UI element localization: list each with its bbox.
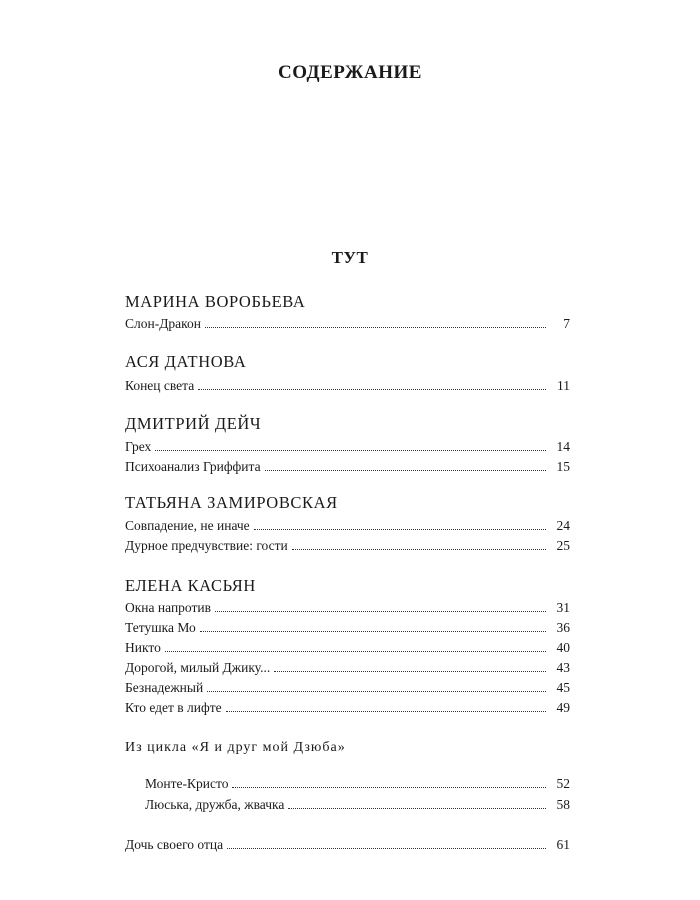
author-name: ДМИТРИЙ ДЕЙЧ xyxy=(125,414,262,433)
author-name: МАРИНА ВОРОБЬЕВА xyxy=(125,292,306,311)
dot-leader xyxy=(265,470,546,471)
dot-leader xyxy=(292,549,546,550)
dot-leader xyxy=(254,529,546,530)
toc-entry[interactable] xyxy=(125,660,570,680)
entry-title: Грех xyxy=(125,439,152,454)
dot-leader xyxy=(226,711,546,712)
dot-leader xyxy=(200,631,546,632)
dot-leader xyxy=(232,787,546,788)
author-name: ЕЛЕНА КАСЬЯН xyxy=(125,576,256,595)
entry-page: 14 xyxy=(556,439,570,454)
contents-title: СОДЕРЖАНИЕ xyxy=(278,62,422,83)
author-name: АСЯ ДАТНОВА xyxy=(125,352,247,371)
toc-entry[interactable] xyxy=(125,316,570,336)
toc-entry[interactable] xyxy=(125,620,570,640)
entry-title: Дурное предчувствие: гости xyxy=(125,538,288,553)
dot-leader xyxy=(215,611,546,612)
entry-title: Кто едет в лифте xyxy=(125,700,222,715)
toc-entry[interactable] xyxy=(125,538,570,558)
dot-leader xyxy=(165,651,546,652)
entry-title: Дочь своего отца xyxy=(125,837,224,852)
entry-page: 52 xyxy=(556,776,570,791)
part-heading: ТУТ xyxy=(331,248,369,267)
entry-title: Окна напротив xyxy=(125,600,211,615)
entry-title: Психоанализ Гриффита xyxy=(125,459,261,474)
toc-entry[interactable] xyxy=(145,776,570,796)
toc-entry[interactable] xyxy=(125,600,570,620)
dot-leader xyxy=(288,808,546,809)
entry-page: 7 xyxy=(563,316,570,331)
entry-title: Конец света xyxy=(125,378,195,393)
entry-page: 40 xyxy=(556,640,570,655)
toc-entry[interactable] xyxy=(125,837,570,857)
entry-title: Люська, дружба, жвачка xyxy=(145,797,285,812)
entry-title: Безнадежный xyxy=(125,680,204,695)
entry-title: Никто xyxy=(125,640,161,655)
dot-leader xyxy=(198,389,546,390)
dot-leader xyxy=(227,848,546,849)
dot-leader xyxy=(205,327,546,328)
entry-title: Совпадение, не иначе xyxy=(125,518,250,533)
entry-title: Слон-Дракон xyxy=(125,316,202,331)
cycle-heading: Из цикла «Я и друг мой Дзюба» xyxy=(125,740,346,755)
toc-entry[interactable] xyxy=(125,378,570,398)
toc-entry[interactable] xyxy=(125,439,570,459)
entry-page: 49 xyxy=(556,700,570,715)
entry-page: 11 xyxy=(557,378,570,393)
entry-page: 25 xyxy=(556,538,570,553)
toc-entry[interactable] xyxy=(125,640,570,660)
dot-leader xyxy=(274,671,546,672)
entry-page: 36 xyxy=(556,620,570,635)
toc-entry[interactable] xyxy=(125,518,570,538)
dot-leader xyxy=(207,691,546,692)
entry-page: 45 xyxy=(556,680,570,695)
author-name: ТАТЬЯНА ЗАМИРОВСКАЯ xyxy=(125,493,338,512)
entry-page: 61 xyxy=(556,837,570,852)
entry-title: Дорогой, милый Джику... xyxy=(125,660,271,675)
dot-leader xyxy=(155,450,546,451)
entry-page: 15 xyxy=(556,459,570,474)
entry-title: Тетушка Мо xyxy=(125,620,196,635)
toc-entry[interactable] xyxy=(125,459,570,479)
entry-page: 58 xyxy=(556,797,570,812)
toc-entry[interactable] xyxy=(125,680,570,700)
entry-page: 43 xyxy=(556,660,570,675)
entry-page: 24 xyxy=(556,518,570,533)
entry-page: 31 xyxy=(556,600,570,615)
toc-entry[interactable] xyxy=(125,700,570,720)
toc-entry[interactable] xyxy=(145,797,570,817)
entry-title: Монте-Кристо xyxy=(145,776,229,791)
